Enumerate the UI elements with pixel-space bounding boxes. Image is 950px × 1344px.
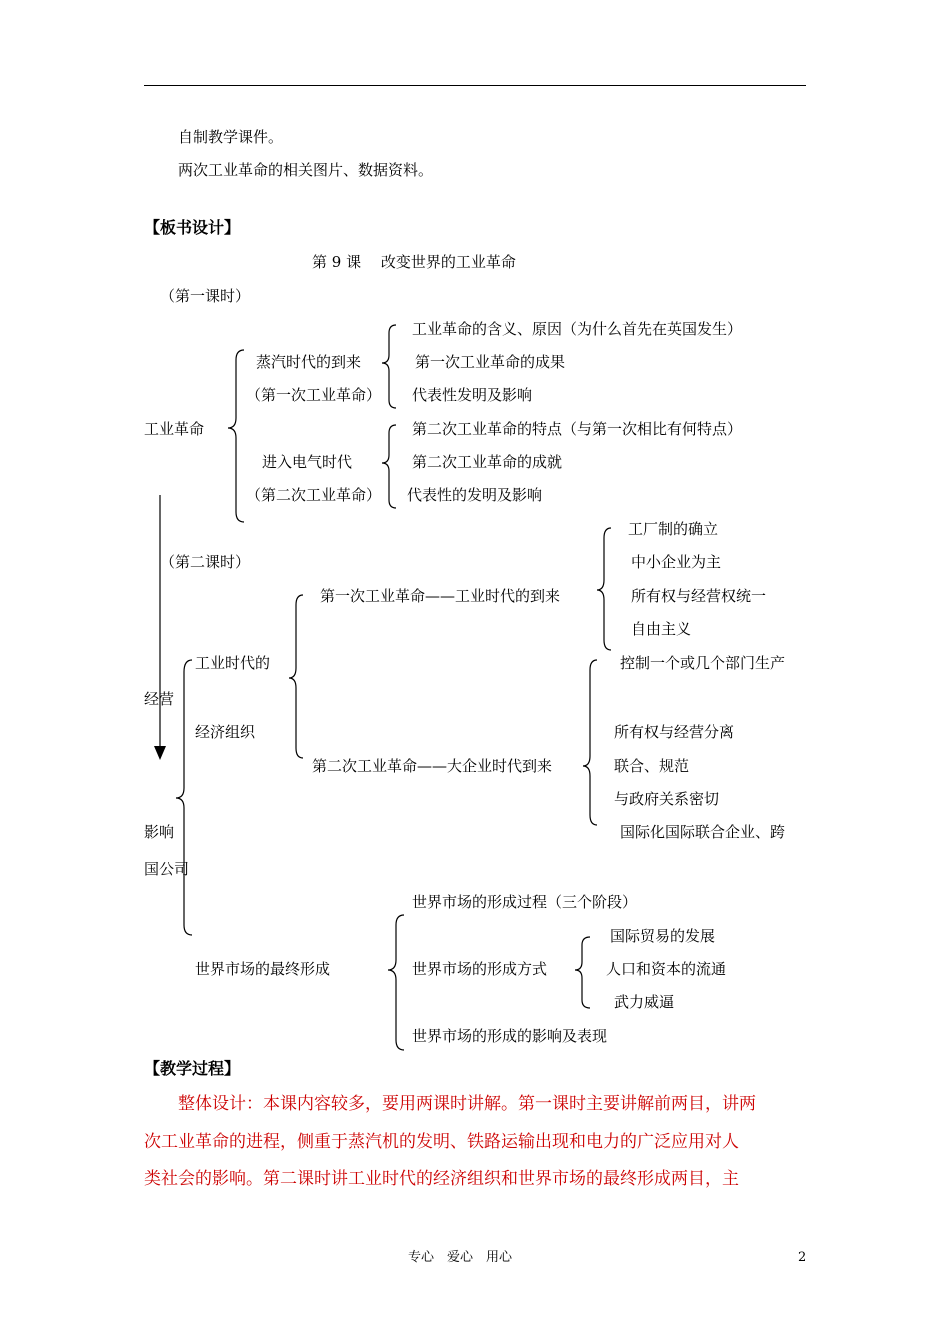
second-item-5: 国际化国际联合企业、跨: [620, 823, 786, 841]
side-text-1: 经营: [144, 690, 175, 708]
market-way-3: 武力威逼: [614, 993, 675, 1011]
market-way-1: 国际贸易的发展: [610, 927, 716, 945]
second-item-2: 所有权与经营分离: [614, 723, 735, 741]
first-ir-title: 第一次工业革命——工业时代的到来: [320, 587, 561, 605]
side-text-3: 国公司: [144, 860, 190, 878]
process-line-3: 类社会的影响。第二课时讲工业时代的经济组织和世界市场的最终形成两目，主: [144, 1169, 739, 1189]
brace-period2: [176, 660, 192, 935]
root-industrial-revolution: 工业革命: [144, 420, 205, 438]
first-item-4: 自由主义: [631, 620, 692, 638]
first-item-1: 工厂制的确立: [628, 520, 719, 538]
board-design-heading: 【板书设计】: [144, 218, 241, 237]
market-effect: 世界市场的形成的影响及表现: [412, 1027, 608, 1045]
period-2-label: （第二课时）: [160, 553, 251, 571]
second-item-3: 联合、规范: [614, 757, 690, 775]
market-ways-title: 世界市场的形成方式: [412, 960, 548, 978]
steam-era-title: 蒸汽时代的到来: [256, 353, 362, 371]
brace-electric: [382, 425, 396, 508]
second-ir-title: 第二次工业革命——大企业时代到来: [312, 757, 553, 775]
econ-title-1: 工业时代的: [195, 654, 271, 672]
market-title: 世界市场的最终形成: [195, 960, 331, 978]
second-item-4: 与政府关系密切: [614, 790, 720, 808]
period-1-label: （第一课时）: [160, 287, 251, 305]
materials-line-2: 两次工业革命的相关图片、数据资料。: [178, 161, 434, 179]
electric-item-1: 第二次工业革命的特点（与第一次相比有何特点）: [412, 420, 743, 438]
steam-item-1: 工业革命的含义、原因（为什么首先在英国发生）: [412, 320, 743, 338]
brace-market: [388, 915, 404, 1050]
lesson-title: 第 9 课 改变世界的工业革命: [312, 253, 516, 271]
electric-item-3: 代表性的发明及影响: [407, 486, 543, 504]
first-item-3: 所有权与经营权统一: [631, 587, 767, 605]
process-line-1: 整体设计：本课内容较多，要用两课时讲解。第一课时主要讲解前两目，讲两: [178, 1094, 756, 1114]
market-way-2: 人口和资本的流通: [606, 960, 727, 978]
brace-ways: [575, 937, 590, 1008]
brace-root: [228, 350, 244, 522]
electric-item-2: 第二次工业革命的成就: [412, 453, 563, 471]
brace-steam: [382, 325, 396, 408]
steam-item-2: 第一次工业革命的成果: [415, 353, 566, 371]
steam-era-subtitle: （第一次工业革命）: [246, 386, 382, 404]
brace-econ: [289, 595, 303, 758]
brace-first-items: [597, 528, 611, 650]
electric-era-subtitle: （第二次工业革命）: [246, 486, 382, 504]
econ-title-2: 经济组织: [195, 723, 256, 741]
page-number: 2: [798, 1250, 807, 1265]
materials-line-1: 自制教学课件。: [178, 128, 284, 146]
electric-era-title: 进入电气时代: [262, 453, 353, 471]
brace-second-items: [583, 660, 597, 825]
teaching-process-heading: 【教学过程】: [144, 1059, 241, 1078]
steam-item-3: 代表性发明及影响: [412, 386, 533, 404]
market-process: 世界市场的形成过程（三个阶段）: [412, 893, 638, 911]
second-item-1: 控制一个或几个部门生产: [620, 654, 786, 672]
first-item-2: 中小企业为主: [631, 553, 722, 571]
process-line-2: 次工业革命的进程，侧重于蒸汽机的发明、铁路运输出现和电力的广泛应用对人: [144, 1132, 739, 1152]
footer-text: 专心 爱心 用心: [408, 1250, 513, 1265]
side-text-2: 影响: [144, 823, 175, 841]
